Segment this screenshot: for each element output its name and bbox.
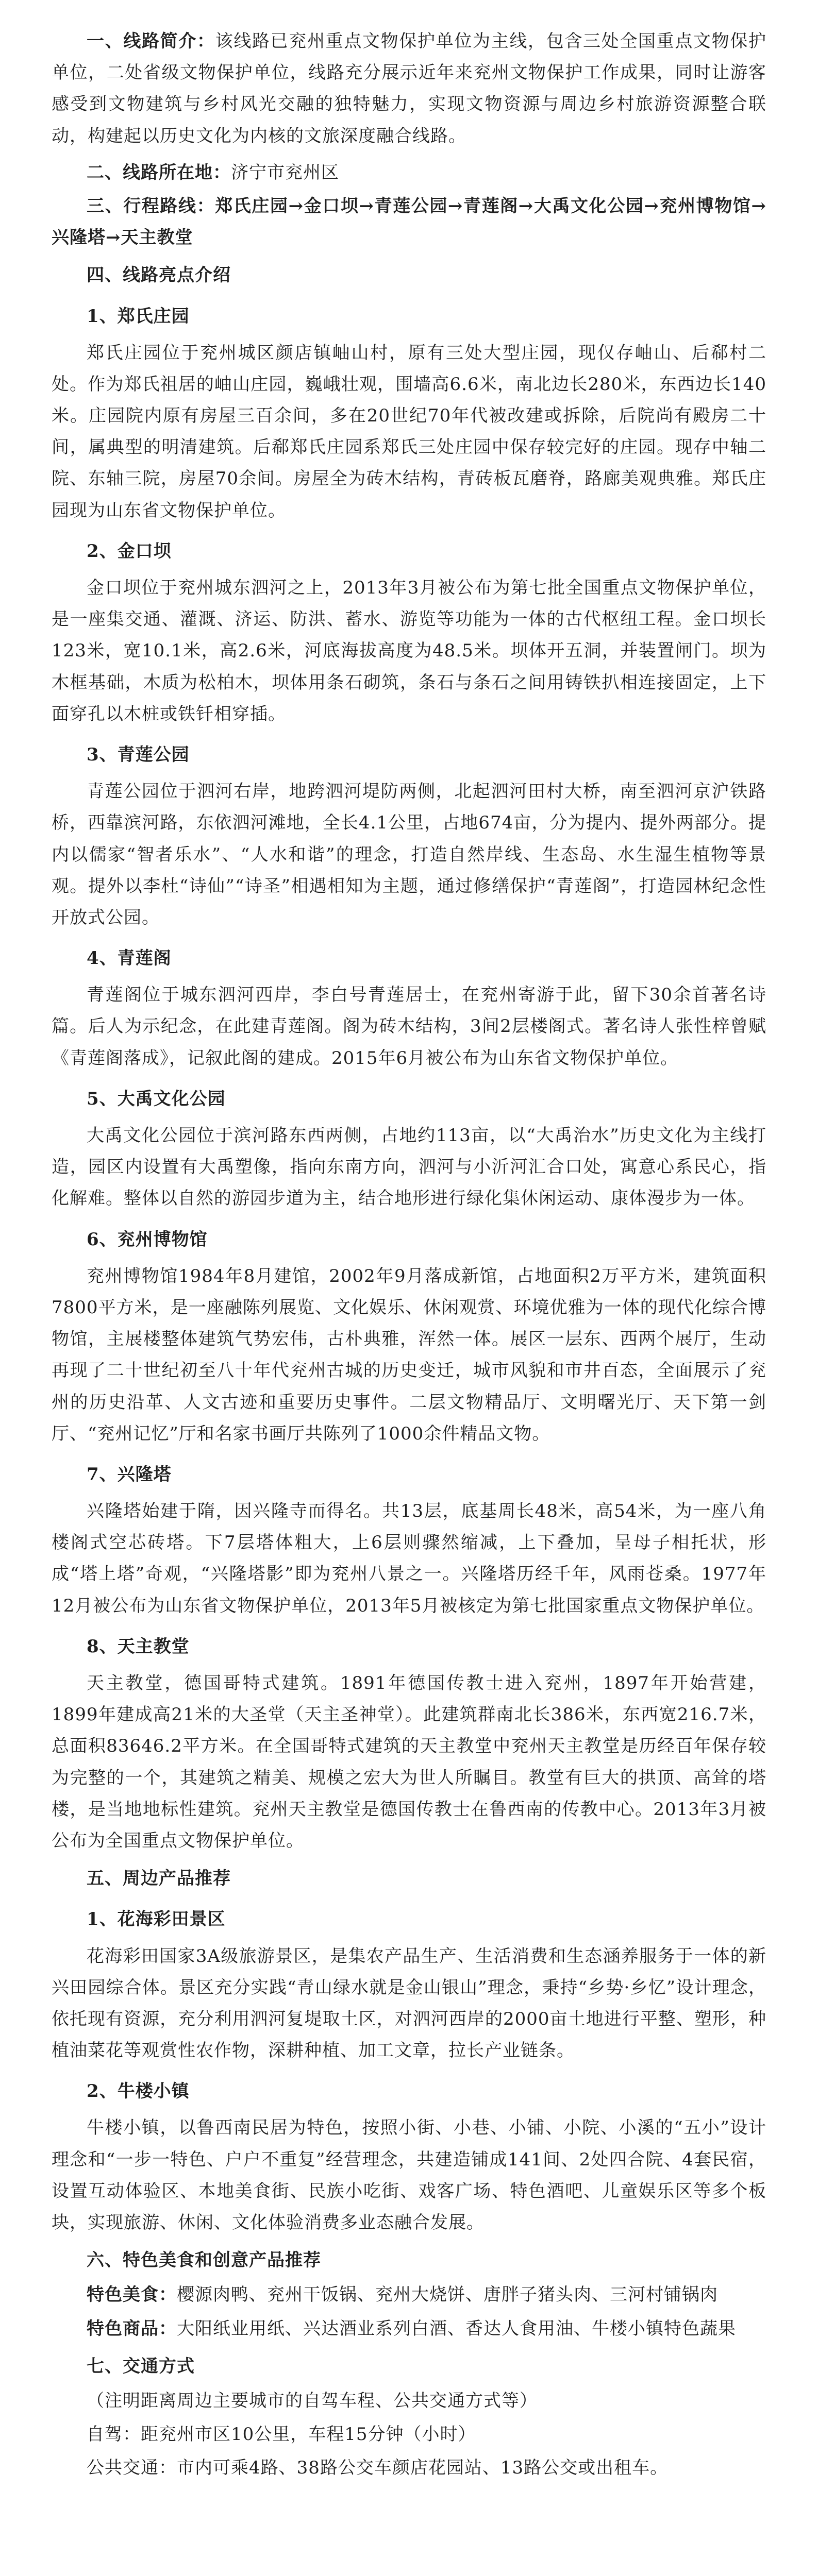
highlight-title-2: 2、金口坝 [87,540,172,562]
highlight-paragraph-5: 大禹文化公园位于滨河路东西两侧，占地约113亩，以“大禹治水”历史文化为主线打造，园区内设置有大禹塑像，指向东南方向，泗河与小沂河汇合口处，寓意心系民心，指化解难。整体以自然的游园步道为主，结合地形进行绿化集休闲运动、康体漫步为一体。 [52,1125,766,1209]
route-paragraph [52,191,766,253]
highlight-section-8 [52,1631,766,1857]
location-text: 济宁市兖州区 [231,162,339,183]
highlight-paragraph-4: 青莲阁位于城东泗河西岸，李白号青莲居士，在兖州寄游于此，留下30余首著名诗篇。后人为示纪念，在此建青莲阁。阁为砖木结构，3间2层楼阁式。著名诗人张性梓曾赋《青莲阁落成》，记叙此阁的建成。2015年6月被公布为山东省文物保护单位。 [52,985,766,1069]
transport-label-1: 自驾： [87,2424,141,2445]
location-paragraph [52,157,766,189]
highlight-title-1: 1、郑氏庄园 [87,306,190,327]
highlight-section-3 [52,739,766,934]
highlight-title-5: 5、大禹文化公园 [87,1088,226,1109]
nearby-section-2 [52,2076,766,2239]
highlight-title-3: 3、青莲公园 [87,744,190,765]
food-label-1: 特色美食： [87,2284,177,2306]
transport-line-1 [52,2419,766,2450]
food-text-1: 樱源肉鸭、兖州干饭锅、兖州大烧饼、唐胖子猪头肉、三河村铺锅肉 [177,2284,718,2306]
highlight-title-7: 7、兴隆塔 [87,1464,172,1485]
highlight-paragraph-8: 天主教堂，德国哥特式建筑。1891年德国传教士进入兖州，1897年开始营建，1899年建成高21米的大圣堂（天主圣神堂）。此建筑群南北长386米，东西宽216.7米，总面积83646.2平方米。在全国哥特式建筑的天主教堂中兖州天主教堂是历经百年保存较为完整的一个，其建筑之精美、规模之宏大为世人所瞩目。教堂有巨大的拱顶、高耸的塔楼，是当地地标性建筑。兖州天主教堂是德国传教士在鲁西南的传教中心。2013年3月被公布为全国重点文物保护单位。 [52,1673,766,1851]
nearby-section-1 [52,1904,766,2066]
highlight-paragraph-1: 郑氏庄园位于兖州城区颜店镇岫山村，原有三处大型庄园，现仅存岫山、后郗村二处。作为郑氏祖居的岫山庄园，巍峨壮观，围墙高6.6米，南北边长280米，东西边长140米。庄园院内原有房屋三百余间，多在20世纪70年代被改建或拆除，后院尚有殿房二十间，属典型的明清建筑。后郗郑氏庄园系郑氏三处庄园中保存较完好的庄园。现存中轴二院、东轴三院，房屋70余间。房屋全为砖木结构，青砖板瓦磨脊，路廊美观典雅。郑氏庄园现为山东省文物保护单位。 [52,342,766,521]
highlight-section-6 [52,1224,766,1450]
transport-heading: 七、交通方式 [87,2355,195,2377]
intro-paragraph [52,26,766,152]
intro-text: 该线路已兖州重点文物保护单位为主线，包含三处全国重点文物保护单位，二处省级文物保护单位，线路充分展示近年来兖州文物保护工作成果，同时让游客感受到文物建筑与乡村风光交融的独特魅力，实现文物资源与周边乡村旅游资源整合联动，构建起以历史文化为内核的文旅深度融合线路。 [52,31,767,146]
transport-text-1: 距兖州市区10公里，车程15分钟（小时） [141,2424,476,2445]
highlight-paragraph-6: 兖州博物馆1984年8月建馆，2002年9月落成新馆，占地面积2万平方米，建筑面积7800平方米，是一座融陈列展览、文化娱乐、休闲观赏、环境优雅为一体的现代化综合博物馆，主展楼整体建筑气势宏伟，古朴典雅，浑然一体。展区一层东、西两个展厅，生动再现了二十世纪初至八十年代兖州古城的历史变迁，城市风貌和市井百态，全面展示了兖州的历史沿革、人文古迹和重要历史事件。二层文物精品厅、文明曙光厅、天下第一剑厅、“兖州记忆”厅和名家书画厅共陈列了1000余件精品文物。 [52,1265,766,1444]
highlight-section-2 [52,536,766,730]
nearby-paragraph-2: 牛楼小镇，以鲁西南民居为特色，按照小街、小巷、小铺、小院、小溪的“五小”设计理念和“一步一特色、户户不重复”经营理念，共建造铺成141间、2处四合院、4套民宿，设置互动体验区、本地美食街、民族小吃街、戏客广场、特色酒吧、儿童娱乐区等多个板块，实现旅游、休闲、文化体验消费多业态融合发展。 [52,2117,766,2233]
highlight-section-5 [52,1083,766,1215]
nearby-title-1: 1、花海彩田景区 [87,1909,226,1930]
transport-line-2 [52,2452,766,2484]
food-line-1 [52,2279,766,2311]
highlight-section-7 [52,1459,766,1622]
food-text-2: 大阳纸业用纸、兴达酒业系列白酒、香达人食用油、牛楼小镇特色蔬果 [177,2318,736,2339]
highlight-title-4: 4、青莲阁 [87,948,172,969]
nearby-heading: 五、周边产品推荐 [87,1868,231,1889]
highlight-paragraph-7: 兴隆塔始建于隋，因兴隆寺而得名。共13层，底基周长48米，高54米，为一座八角楼阁式空芯砖塔。下7层塔体粗大，上6层则骤然缩减，上下叠加，呈母子相托状，形成“塔上塔”奇观，“兴隆塔影”即为兖州八景之一。兴隆塔历经千年，风雨苍桑。1977年12月被公布为山东省文物保护单位，2013年5月被核定为第七批国家重点文物保护单位。 [52,1501,766,1616]
nearby-title-2: 2、牛楼小镇 [87,2081,190,2102]
transport-label-2: 公共交通： [87,2458,177,2479]
food-label-2: 特色商品： [87,2318,177,2339]
highlights-heading: 四、线路亮点介绍 [87,265,231,286]
food-heading: 六、特色美食和创意产品推荐 [87,2250,321,2271]
route-text: 郑氏庄园→金口坝→青莲公园→青莲阁→大禹文化公园→兖州博物馆→兴隆塔→天主教堂 [52,195,767,248]
transport-note: （注明距离周边主要城市的自驾车程、公共交通方式等） [87,2390,538,2411]
highlight-paragraph-3: 青莲公园位于泗河右岸，地跨泗河堤防两侧，北起泗河田村大桥，南至泗河京沪铁路桥，西靠滨河路，东依泗河滩地，全长4.1公里，占地674亩，分为提内、提外两部分。提内以儒家“智者乐水”、“人水和谐”的理念，打造自然岸线、生态岛、水生湿生植物等景观。提外以李杜“诗仙”“诗圣”相遇相知为主题，通过修缮保护“青莲阁”，打造园林纪念性开放式公园。 [52,781,766,928]
transport-text-2: 市内可乘4路、38路公交车颜店花园站、13路公交或出租车。 [177,2458,669,2479]
highlight-title-6: 6、兖州博物馆 [87,1229,208,1250]
nearby-paragraph-1: 花海彩田国家3A级旅游景区，是集农产品生产、生活消费和生态涵养服务于一体的新兴田园综合体。景区充分实践“青山绿水就是金山银山”理念，秉持“乡势·乡忆”设计理念，依托现有资源，充分利用泗河复堤取土区，对泗河西岸的2000亩土地进行平整、塑形，种植油菜花等观赏性农作物，深耕种植、加工文章，拉长产业链条。 [52,1945,766,2061]
highlight-title-8: 8、天主教堂 [87,1636,190,1657]
food-line-2 [52,2313,766,2345]
route-heading: 三、行程路线： [87,195,215,216]
intro-heading: 一、线路简介： [87,31,215,52]
document-body [52,26,766,2484]
highlight-section-4 [52,943,766,1074]
highlight-paragraph-2: 金口坝位于兖州城东泗河之上，2013年3月被公布为第七批全国重点文物保护单位，是一座集交通、灌溉、济运、防洪、蓄水、游览等功能为一体的古代枢纽工程。金口坝长123米，宽10.1米，高2.6米，河底海拔高度为48.5米。坝体开五洞，并装置闸门。坝为木框基础，木质为松柏木，坝体用条石砌筑，条石与条石之间用铸铁扒相连接固定，上下面穿孔以木桩或铁钎相穿插。 [52,578,766,724]
location-heading: 二、线路所在地： [87,162,231,183]
highlight-section-1 [52,301,766,527]
